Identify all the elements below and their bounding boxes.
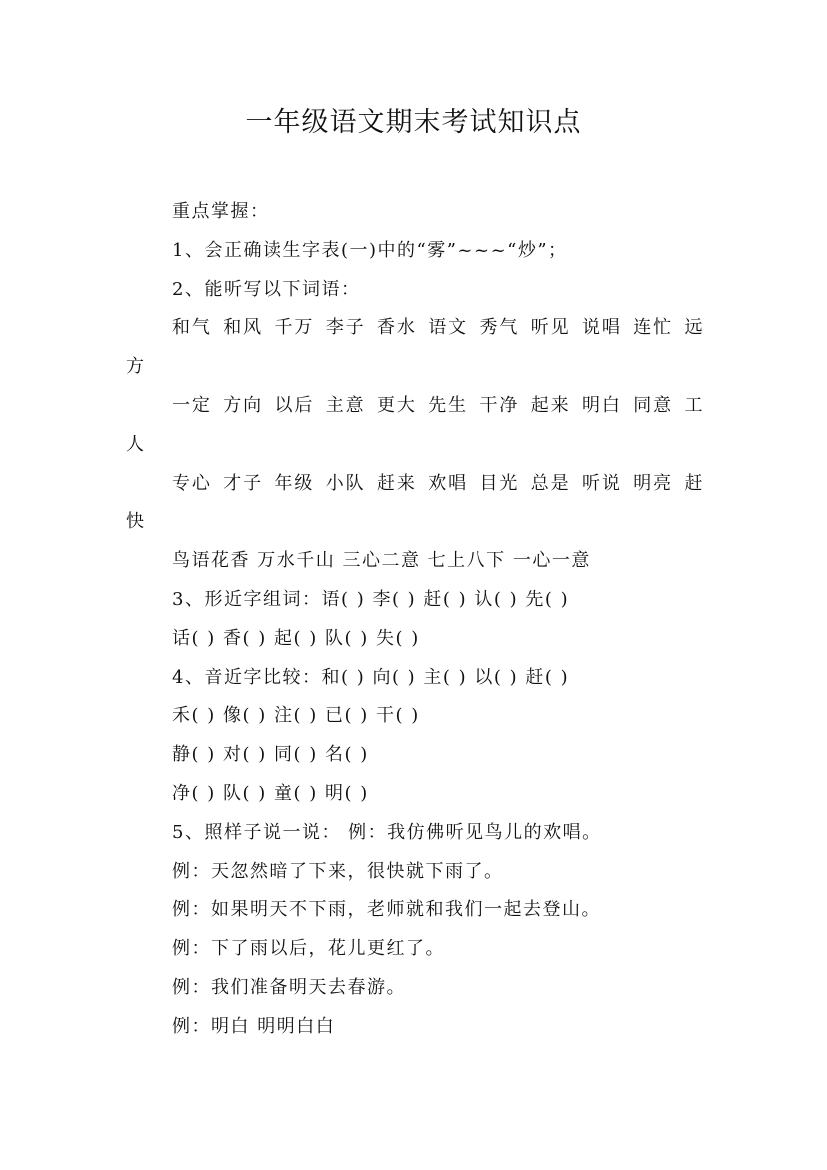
document-body (126, 193, 704, 1047)
section-heading-key-points: 重点掌握： (172, 201, 270, 222)
item-3-similar-chars-row-2: 话( ) 香( ) 起( ) 队( ) 失( ) (172, 627, 420, 649)
item-5-example-intro: 5、照样子说一说： 例：我仿佛听见鸟儿的欢唱。 (172, 821, 602, 843)
item-4-homophones-row-1: 4、音近字比较：和( ) 向( ) 主( ) 以( ) 赶( ) (172, 666, 570, 688)
example-sentence-4: 例：我们准备明天去春游。 (172, 976, 406, 998)
item-2-dictation: 2、能听写以下词语： (172, 278, 361, 300)
example-sentence-1: 例：天忽然暗了下来，很快就下雨了。 (172, 860, 504, 882)
page-title: 一年级语文期末考试知识点 (245, 107, 582, 138)
item-3-similar-chars-row-1: 3、形近字组词：语( ) 李( ) 赶( ) 认( ) 先( ) (172, 588, 570, 610)
item-4-homophones-row-4: 净( ) 队( ) 童( ) 明( ) (172, 782, 369, 804)
example-sentence-5: 例：明白 明明白白 (172, 1015, 336, 1037)
word-list-2: 一定 方向 以后 主意 更大 先生 干净 起来 明白 同意 工人 (126, 394, 704, 455)
idiom-list: 鸟语花香 万水千山 三心二意 七上八下 一心一意 (172, 550, 591, 572)
word-list-1: 和气 和风 千万 李子 香水 语文 秀气 听见 说唱 连忙 远方 (126, 317, 704, 378)
example-sentence-2: 例：如果明天不下雨，老师就和我们一起去登山。 (172, 899, 601, 921)
word-list-3: 专心 才子 年级 小队 赶来 欢唱 目光 总是 听说 明亮 赶快 (126, 472, 704, 533)
example-sentence-3: 例：下了雨以后，花儿更红了。 (172, 938, 445, 960)
item-4-homophones-row-2: 禾( ) 像( ) 注( ) 已( ) 干( ) (172, 705, 420, 727)
item-4-homophones-row-3: 静( ) 对( ) 同( ) 名( ) (172, 744, 369, 766)
item-1-reading: 1、会正确读生字表(一)中的“雾”~~~“炒”； (172, 239, 568, 261)
